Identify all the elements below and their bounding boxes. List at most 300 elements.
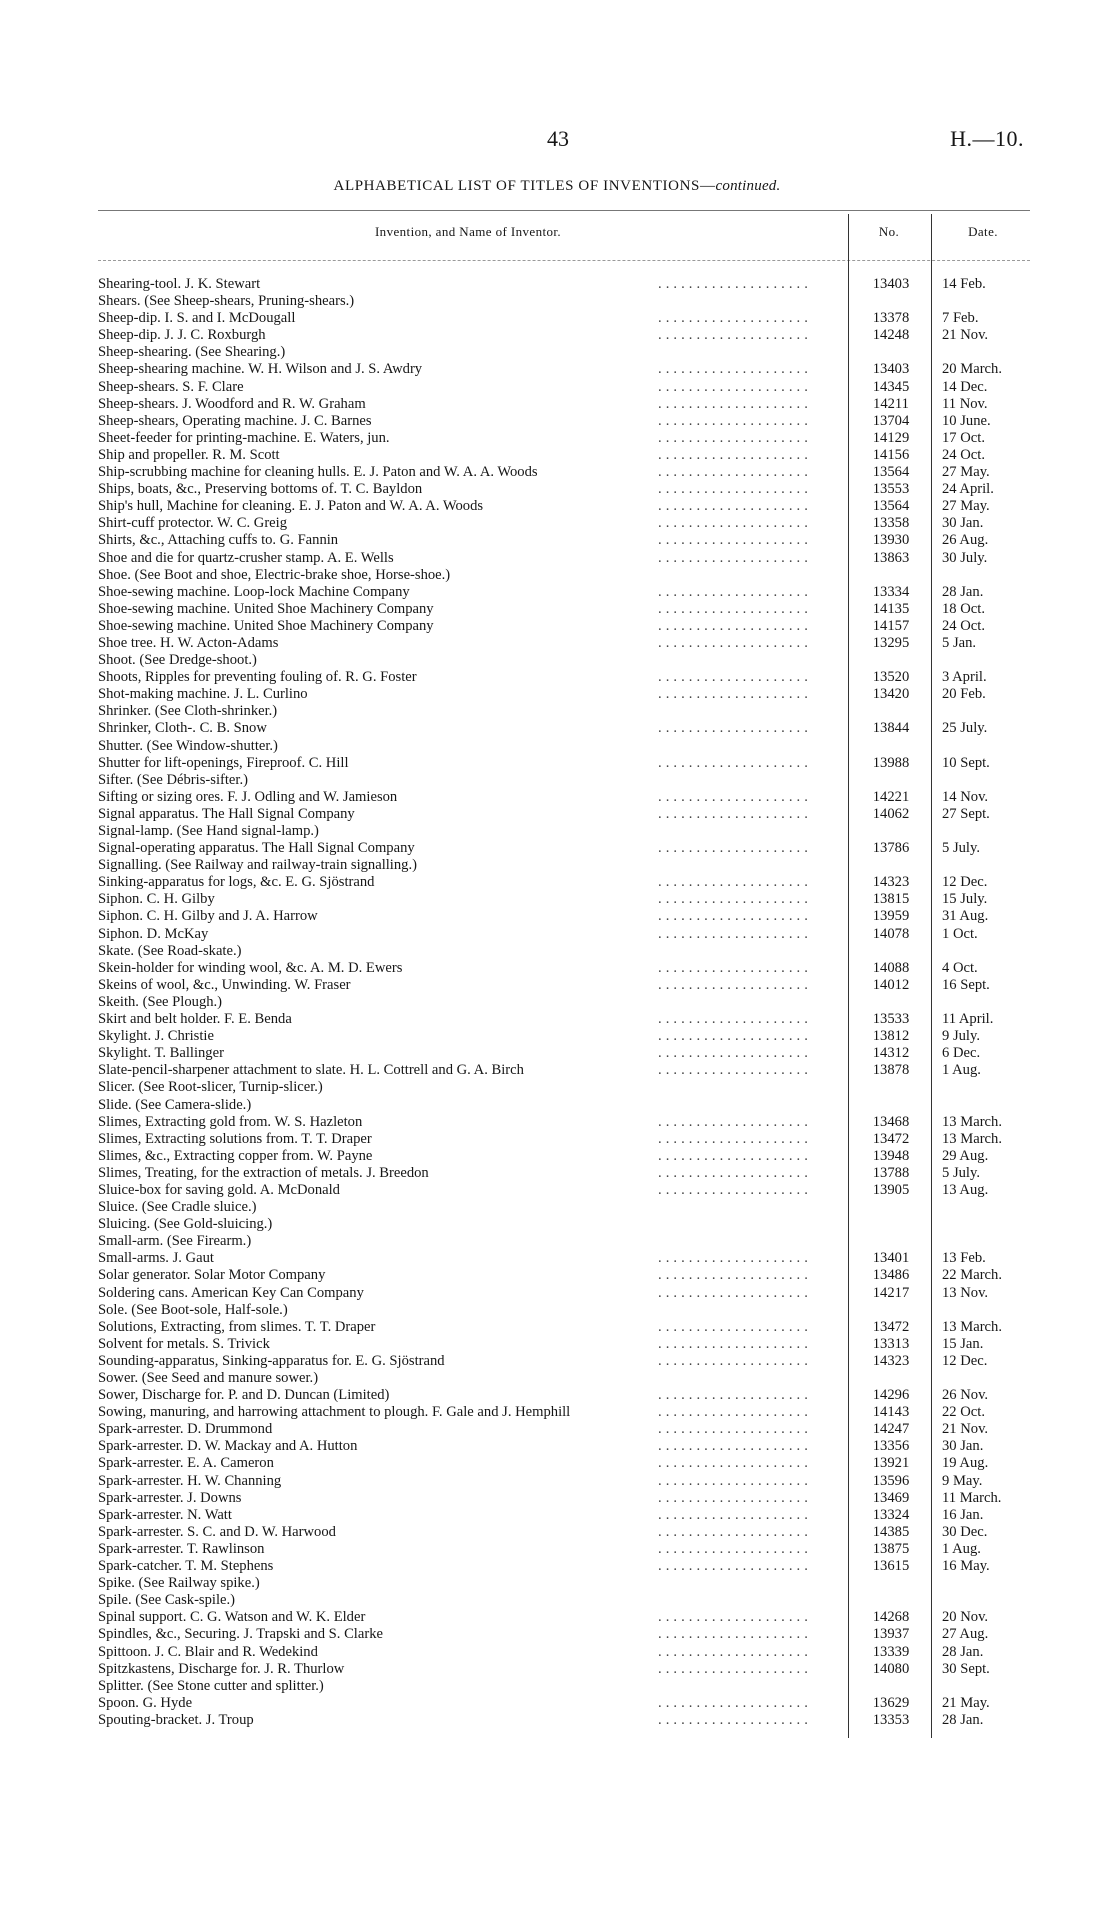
dot-leader: . . . . . . . . . . . . . . . . . . . . (658, 754, 809, 771)
invention-text: Sole. (See Boot-sole, Half-sole.) (98, 1302, 293, 1318)
dot-leader: . . . . . . . . . . . . . . . . . . . . (658, 976, 809, 993)
invention-cell (98, 960, 838, 977)
patent-number: 13596 (872, 1472, 910, 1489)
invention-text: Siphon. D. McKay (98, 926, 213, 942)
list-item (98, 464, 1034, 481)
patent-date: 28 Jan. (942, 583, 984, 600)
invention-cell (98, 1062, 838, 1079)
invention-cell (98, 498, 838, 515)
patent-number: 13788 (872, 1164, 910, 1181)
dot-leader: . . . . . . . . . . . . . . . . . . . . (658, 1711, 809, 1728)
invention-text: Shoe-sewing machine. United Shoe Machinery Company (98, 618, 439, 634)
patent-number: 14129 (872, 429, 910, 446)
invention-text: Spoon. G. Hyde (98, 1695, 197, 1711)
invention-cell (98, 1455, 838, 1472)
dot-leader: . . . . . . . . . . . . . . . . . . . . (658, 1318, 809, 1335)
dot-leader: . . . . . . . . . . . . . . . . . . . . (658, 1523, 809, 1540)
list-item (98, 1387, 1034, 1404)
invention-text: Slide. (See Camera-slide.) (98, 1097, 256, 1113)
dot-leader: . . . . . . . . . . . . . . . . . . . . (658, 925, 809, 942)
dot-leader: . . . . . . . . . . . . . . . . . . . . (658, 686, 809, 703)
invention-cell (98, 1370, 838, 1387)
invention-cell (98, 1387, 838, 1404)
patent-number: 13564 (872, 498, 910, 515)
patent-number: 14157 (872, 617, 910, 634)
patent-number: 13533 (872, 1011, 910, 1028)
patent-number: 13704 (872, 412, 910, 429)
list-item (98, 669, 1034, 686)
list-item (98, 1678, 1034, 1695)
patent-number: 14080 (872, 1660, 910, 1677)
table-header-rule (98, 260, 1030, 261)
patent-date: 22 Oct. (942, 1404, 985, 1421)
patent-date: 3 April. (942, 669, 987, 686)
patent-date: 20 March. (942, 361, 1002, 378)
patent-number: 14323 (872, 1352, 910, 1369)
patent-number: 13921 (872, 1455, 910, 1472)
invention-cell (98, 567, 838, 584)
dot-leader: . . . . . . . . . . . . . . . . . . . . (658, 1438, 809, 1455)
invention-text: Sluice. (See Cradle sluice.) (98, 1199, 261, 1215)
dot-leader: . . . . . . . . . . . . . . . . . . . . (658, 1489, 809, 1506)
invention-text: Sowing, manuring, and harrowing attachment to plough. F. Gale and J. Hemphill (98, 1404, 575, 1420)
dot-leader: . . . . . . . . . . . . . . . . . . . . (658, 1028, 809, 1045)
invention-text: Shrinker, Cloth-. C. B. Snow (98, 720, 272, 736)
patent-date: 22 March. (942, 1267, 1002, 1284)
patent-date: 30 July. (942, 549, 988, 566)
patent-number: 13844 (872, 720, 910, 737)
list-item (98, 498, 1034, 515)
invention-text: Sheep-shears. J. Woodford and R. W. Graham (98, 396, 371, 412)
column-header-date: Date. (968, 224, 998, 239)
invention-text: Sheep-shears. S. F. Clare (98, 379, 249, 395)
list-item (98, 413, 1034, 430)
list-item (98, 908, 1034, 925)
invention-text: Skylight. J. Christie (98, 1028, 219, 1044)
list-item (98, 1233, 1034, 1250)
patent-number: 13815 (872, 891, 910, 908)
list-item (98, 823, 1034, 840)
list-title (0, 178, 1114, 195)
list-item (98, 1250, 1034, 1267)
list-item (98, 1079, 1034, 1096)
list-item (98, 310, 1034, 327)
invention-text: Small-arms. J. Gaut (98, 1250, 219, 1266)
invention-text: Spark-arrester. D. W. Mackay and A. Hutton (98, 1438, 362, 1454)
invention-text: Skirt and belt holder. F. E. Benda (98, 1011, 297, 1027)
invention-cell (98, 1165, 838, 1182)
invention-cell (98, 1216, 838, 1233)
patent-date: 14 Dec. (942, 378, 988, 395)
invention-cell (98, 1661, 838, 1678)
invention-cell (98, 891, 838, 908)
dot-leader: . . . . . . . . . . . . . . . . . . . . (658, 874, 809, 891)
invention-text: Spark-arrester. N. Watt (98, 1507, 237, 1523)
list-item (98, 926, 1034, 943)
invention-text: Spark-arrester. D. Drummond (98, 1421, 277, 1437)
invention-cell (98, 515, 838, 532)
list-item (98, 1421, 1034, 1438)
list-item (98, 1507, 1034, 1524)
invention-cell (98, 276, 838, 293)
list-item (98, 1097, 1034, 1114)
list-item (98, 1302, 1034, 1319)
patent-number: 13358 (872, 515, 910, 532)
table-top-rule (98, 210, 1030, 211)
invention-text: Shears. (See Sheep-shears, Pruning-shears.) (98, 293, 359, 309)
patent-number: 13403 (872, 361, 910, 378)
dot-leader: . . . . . . . . . . . . . . . . . . . . (658, 498, 809, 515)
list-item (98, 344, 1034, 361)
invention-cell (98, 1097, 838, 1114)
list-item (98, 430, 1034, 447)
invention-text: Slicer. (See Root-slicer, Turnip-slicer.) (98, 1079, 328, 1095)
list-item (98, 874, 1034, 891)
patent-number: 13615 (872, 1558, 910, 1575)
invention-text: Spitzkastens, Discharge for. J. R. Thurlow (98, 1661, 349, 1677)
invention-cell (98, 1233, 838, 1250)
list-item (98, 1267, 1034, 1284)
patent-date: 24 April. (942, 481, 994, 498)
dot-leader: . . . . . . . . . . . . . . . . . . . . (658, 1335, 809, 1352)
invention-cell (98, 977, 838, 994)
patent-date: 30 Jan. (942, 515, 984, 532)
invention-cell (98, 1319, 838, 1336)
list-item (98, 1148, 1034, 1165)
invention-cell (98, 1182, 838, 1199)
patent-number: 13469 (872, 1489, 910, 1506)
invention-cell (98, 481, 838, 498)
list-item (98, 1473, 1034, 1490)
invention-cell (98, 1695, 838, 1712)
invention-text: Spark-arrester. S. C. and D. W. Harwood (98, 1524, 341, 1540)
invention-text: Slimes, Treating, for the extraction of metals. J. Breedon (98, 1165, 434, 1181)
patent-date: 12 Dec. (942, 874, 988, 891)
invention-text: Sluicing. (See Gold-sluicing.) (98, 1216, 277, 1232)
invention-cell (98, 857, 838, 874)
patent-date: 21 May. (942, 1694, 990, 1711)
invention-cell (98, 1285, 838, 1302)
invention-cell (98, 413, 838, 430)
list-item (98, 977, 1034, 994)
invention-cell (98, 1011, 838, 1028)
list-item (98, 584, 1034, 601)
list-item (98, 1216, 1034, 1233)
dot-leader: . . . . . . . . . . . . . . . . . . . . (658, 1421, 809, 1438)
dot-leader: . . . . . . . . . . . . . . . . . . . . (658, 1626, 809, 1643)
invention-cell (98, 720, 838, 737)
invention-text: Sifter. (See Débris-sifter.) (98, 772, 253, 788)
invention-cell (98, 738, 838, 755)
dot-leader: . . . . . . . . . . . . . . . . . . . . (658, 1609, 809, 1626)
page-number: 43 (547, 126, 569, 151)
patent-date: 13 Aug. (942, 1181, 989, 1198)
patent-date: 17 Oct. (942, 429, 985, 446)
list-item (98, 601, 1034, 618)
list-item (98, 1165, 1034, 1182)
invention-text: Splitter. (See Stone cutter and splitter.) (98, 1678, 329, 1694)
list-item (98, 943, 1034, 960)
patent-date: 1 Aug. (942, 1540, 981, 1557)
patent-number: 13324 (872, 1506, 910, 1523)
patent-date: 16 May. (942, 1558, 990, 1575)
column-header-number: No. (878, 224, 900, 239)
list-item (98, 806, 1034, 823)
patent-number: 14012 (872, 976, 910, 993)
list-item (98, 396, 1034, 413)
patent-date: 7 Feb. (942, 310, 979, 327)
invention-cell (98, 1302, 838, 1319)
list-item (98, 276, 1034, 293)
patent-number: 14135 (872, 600, 910, 617)
patent-number: 14088 (872, 959, 910, 976)
dot-leader: . . . . . . . . . . . . . . . . . . . . (658, 515, 809, 532)
invention-text: Sifting or sizing ores. F. J. Odling and W. Jamieson (98, 789, 402, 805)
dot-leader: . . . . . . . . . . . . . . . . . . . . (658, 669, 809, 686)
list-item (98, 515, 1034, 532)
list-item (98, 1045, 1034, 1062)
patent-number: 13468 (872, 1113, 910, 1130)
dot-leader: . . . . . . . . . . . . . . . . . . . . (658, 327, 809, 344)
dot-leader: . . . . . . . . . . . . . . . . . . . . (658, 634, 809, 651)
invention-text: Ship-scrubbing machine for cleaning hulls. E. J. Paton and W. A. A. Woods (98, 464, 543, 480)
dot-leader: . . . . . . . . . . . . . . . . . . . . (658, 1267, 809, 1284)
invention-cell (98, 772, 838, 789)
invention-text: Ships, boats, &c., Preserving bottoms of. T. C. Bayldon (98, 481, 427, 497)
patent-date: 9 May. (942, 1472, 983, 1489)
invention-cell (98, 806, 838, 823)
column-header-invention: Invention, and Name of Inventor. (374, 224, 562, 239)
invention-text: Skylight. T. Ballinger (98, 1045, 229, 1061)
invention-text: Signalling. (See Railway and railway-train signalling.) (98, 857, 422, 873)
patent-date: 10 June. (942, 412, 991, 429)
list-item (98, 1404, 1034, 1421)
patent-number: 13295 (872, 634, 910, 651)
list-item (98, 789, 1034, 806)
list-item (98, 857, 1034, 874)
invention-cell (98, 994, 838, 1011)
invention-text: Spindles, &c., Securing. J. Trapski and S. Clarke (98, 1626, 388, 1642)
invention-cell (98, 430, 838, 447)
invention-text: Skeith. (See Plough.) (98, 994, 227, 1010)
patent-date: 18 Oct. (942, 600, 985, 617)
invention-text: Shoe-sewing machine. Loop-lock Machine Company (98, 584, 415, 600)
patent-number: 13472 (872, 1318, 910, 1335)
patent-number: 13905 (872, 1181, 910, 1198)
list-item (98, 1490, 1034, 1507)
list-item (98, 481, 1034, 498)
list-item (98, 840, 1034, 857)
list-item (98, 1199, 1034, 1216)
invention-cell (98, 1404, 838, 1421)
patent-number: 14156 (872, 446, 910, 463)
invention-cell (98, 1421, 838, 1438)
list-item (98, 1114, 1034, 1131)
invention-cell (98, 1592, 838, 1609)
invention-text: Sheep-dip. I. S. and I. McDougall (98, 310, 300, 326)
invention-text: Sheep-dip. J. J. C. Roxburgh (98, 327, 271, 343)
invention-text: Solar generator. Solar Motor Company (98, 1267, 330, 1283)
invention-text: Small-arm. (See Firearm.) (98, 1233, 256, 1249)
invention-text: Sheep-shearing. (See Shearing.) (98, 344, 290, 360)
list-item (98, 1370, 1034, 1387)
list-title-main: ALPHABETICAL LIST OF TITLES OF INVENTIONS— (333, 178, 716, 194)
invention-cell (98, 1250, 838, 1267)
list-item (98, 1285, 1034, 1302)
patent-date: 19 Aug. (942, 1455, 989, 1472)
invention-cell (98, 1114, 838, 1131)
patent-date: 28 Jan. (942, 1643, 984, 1660)
invention-cell (98, 823, 838, 840)
invention-cell (98, 447, 838, 464)
patent-number: 13863 (872, 549, 910, 566)
list-item (98, 1644, 1034, 1661)
dot-leader: . . . . . . . . . . . . . . . . . . . . (658, 1284, 809, 1301)
invention-text: Shearing-tool. J. K. Stewart (98, 276, 265, 292)
patent-number: 14062 (872, 805, 910, 822)
patent-date: 27 Sept. (942, 805, 990, 822)
patent-date: 14 Nov. (942, 788, 989, 805)
invention-text: Signal apparatus. The Hall Signal Company (98, 806, 360, 822)
invention-text: Shirts, &c., Attaching cuffs to. G. Fannin (98, 532, 343, 548)
list-item (98, 755, 1034, 772)
list-item (98, 361, 1034, 378)
invention-text: Sheet-feeder for printing-machine. E. Waters, jun. (98, 430, 395, 446)
invention-text: Spouting-bracket. J. Troup (98, 1712, 259, 1728)
invention-text: Sheep-shearing machine. W. H. Wilson and J. S. Awdry (98, 361, 427, 377)
invention-cell (98, 601, 838, 618)
invention-text: Sower, Discharge for. P. and D. Duncan (Limited) (98, 1387, 394, 1403)
invention-cell (98, 1336, 838, 1353)
patent-number: 14248 (872, 327, 910, 344)
patent-date: 21 Nov. (942, 327, 989, 344)
dot-leader: . . . . . . . . . . . . . . . . . . . . (658, 1164, 809, 1181)
patent-number: 14143 (872, 1404, 910, 1421)
list-item (98, 1524, 1034, 1541)
patent-date: 20 Nov. (942, 1609, 989, 1626)
patent-number: 13378 (872, 310, 910, 327)
invention-text: Sluice-box for saving gold. A. McDonald (98, 1182, 345, 1198)
report-code: H.—10. (950, 126, 1024, 151)
dot-leader: . . . . . . . . . . . . . . . . . . . . (658, 1045, 809, 1062)
dot-leader: . . . . . . . . . . . . . . . . . . . . (658, 1250, 809, 1267)
list-item (98, 1592, 1034, 1609)
invention-cell (98, 1267, 838, 1284)
dot-leader: . . . . . . . . . . . . . . . . . . . . (658, 1130, 809, 1147)
patent-number: 13353 (872, 1711, 910, 1728)
invention-cell (98, 789, 838, 806)
invention-text: Sinking-apparatus for logs, &c. E. G. Sjöstrand (98, 874, 379, 890)
patent-number: 13959 (872, 908, 910, 925)
invention-text: Spark-arrester. T. Rawlinson (98, 1541, 269, 1557)
patent-number: 13786 (872, 840, 910, 857)
list-item (98, 1558, 1034, 1575)
invention-cell (98, 1438, 838, 1455)
invention-cell (98, 703, 838, 720)
dot-leader: . . . . . . . . . . . . . . . . . . . . (658, 1147, 809, 1164)
list-item (98, 447, 1034, 464)
patent-date: 5 Jan. (942, 634, 977, 651)
invention-text: Signal-operating apparatus. The Hall Signal Company (98, 840, 420, 856)
invention-text: Shoe tree. H. W. Acton-Adams (98, 635, 283, 651)
invention-cell (98, 1353, 838, 1370)
invention-text: Spark-catcher. T. M. Stephens (98, 1558, 278, 1574)
invention-cell (98, 1626, 838, 1643)
list-item (98, 293, 1034, 310)
invention-cell (98, 1473, 838, 1490)
dot-leader: . . . . . . . . . . . . . . . . . . . . (658, 549, 809, 566)
invention-text: Spike. (See Railway spike.) (98, 1575, 265, 1591)
dot-leader: . . . . . . . . . . . . . . . . . . . . (658, 532, 809, 549)
dot-leader: . . . . . . . . . . . . . . . . . . . . (658, 429, 809, 446)
patent-date: 25 July. (942, 720, 988, 737)
patent-date: 28 Jan. (942, 1711, 984, 1728)
patent-date: 27 May. (942, 464, 990, 481)
dot-leader: . . . . . . . . . . . . . . . . . . . . (658, 464, 809, 481)
dot-leader: . . . . . . . . . . . . . . . . . . . . (658, 805, 809, 822)
dot-leader: . . . . . . . . . . . . . . . . . . . . (658, 891, 809, 908)
invention-cell (98, 1609, 838, 1626)
patent-date: 29 Aug. (942, 1147, 989, 1164)
dot-leader: . . . . . . . . . . . . . . . . . . . . (658, 1540, 809, 1557)
invention-text: Skein-holder for winding wool, &c. A. M. D. Ewers (98, 960, 407, 976)
list-item (98, 1712, 1034, 1729)
list-item (98, 1131, 1034, 1148)
patent-number: 14345 (872, 378, 910, 395)
invention-cell (98, 1541, 838, 1558)
dot-leader: . . . . . . . . . . . . . . . . . . . . (658, 1694, 809, 1711)
list-item (98, 891, 1034, 908)
invention-cell (98, 1644, 838, 1661)
patent-date: 15 July. (942, 891, 988, 908)
list-item (98, 738, 1034, 755)
patent-date: 16 Sept. (942, 976, 990, 993)
patent-number: 14221 (872, 788, 910, 805)
invention-cell (98, 464, 838, 481)
invention-text: Spittoon. J. C. Blair and R. Wedekind (98, 1644, 323, 1660)
patent-date: 5 July. (942, 1164, 980, 1181)
invention-text: Shoe. (See Boot and shoe, Electric-brake shoe, Horse-shoe.) (98, 567, 455, 583)
invention-cell (98, 1045, 838, 1062)
invention-text: Shrinker. (See Cloth-shrinker.) (98, 703, 282, 719)
invention-text: Solvent for metals. S. Trivick (98, 1336, 275, 1352)
invention-text: Shot-making machine. J. L. Curlino (98, 686, 313, 702)
dot-leader: . . . . . . . . . . . . . . . . . . . . (658, 395, 809, 412)
dot-leader: . . . . . . . . . . . . . . . . . . . . (658, 1011, 809, 1028)
list-item (98, 618, 1034, 635)
list-item (98, 1011, 1034, 1028)
patent-number: 14078 (872, 925, 910, 942)
invention-cell (98, 584, 838, 601)
list-item (98, 994, 1034, 1011)
invention-cell (98, 1131, 838, 1148)
list-item (98, 1626, 1034, 1643)
invention-cell (98, 532, 838, 549)
dot-leader: . . . . . . . . . . . . . . . . . . . . (658, 1062, 809, 1079)
patent-date: 15 Jan. (942, 1335, 984, 1352)
patent-number: 13339 (872, 1643, 910, 1660)
invention-text: Soldering cans. American Key Can Company (98, 1285, 369, 1301)
patent-number: 13486 (872, 1267, 910, 1284)
invention-cell (98, 1079, 838, 1096)
invention-text: Shoot. (See Dredge-shoot.) (98, 652, 262, 668)
patent-number: 13812 (872, 1028, 910, 1045)
patent-number: 13520 (872, 669, 910, 686)
patent-date: 13 March. (942, 1318, 1002, 1335)
patent-number: 14385 (872, 1523, 910, 1540)
patent-date: 31 Aug. (942, 908, 989, 925)
dot-leader: . . . . . . . . . . . . . . . . . . . . (658, 446, 809, 463)
